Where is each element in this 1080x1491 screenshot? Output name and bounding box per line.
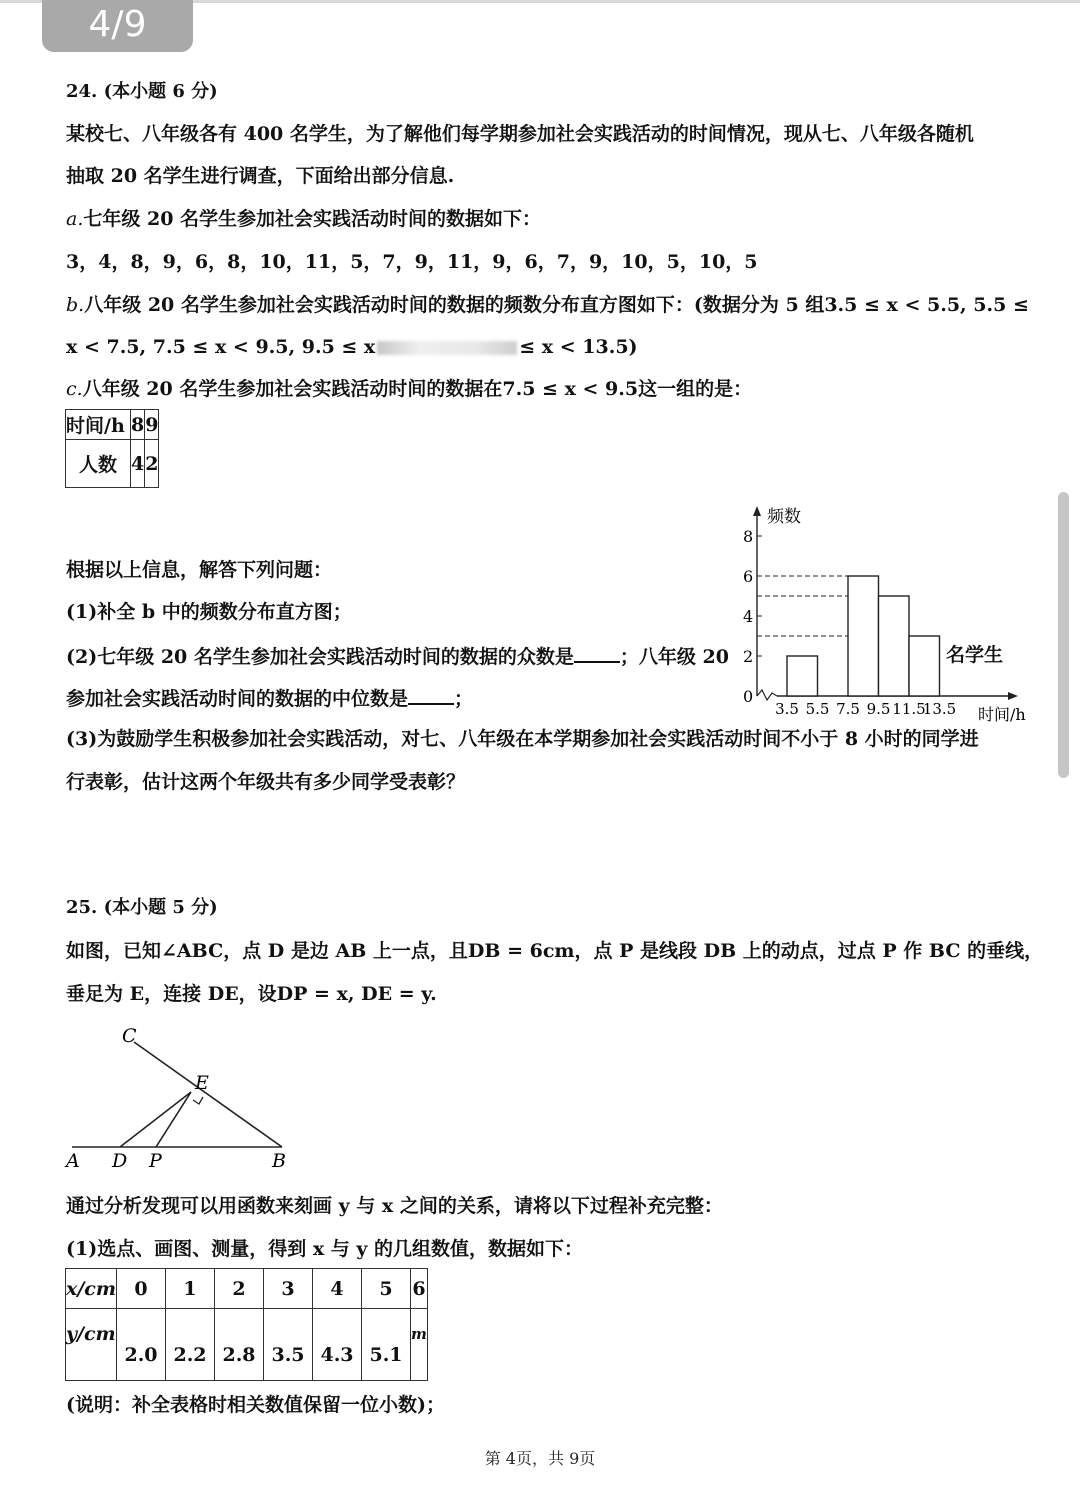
q25-line2: 垂足为 E，连接 DE，设DP = x, DE = y. <box>66 983 437 1005</box>
q24-b-line <box>66 293 1029 317</box>
x-tick-label: 13.5 <box>922 700 957 718</box>
q24-intro-line2: 抽取 20 名学生进行调查，下面给出部分信息. <box>66 165 455 187</box>
x-tick-label: 9.5 <box>866 700 891 718</box>
histogram-bar <box>909 636 940 696</box>
q24-q3-line1: (3)为鼓励学生积极参加社会实践活动，对七、八年级在本学期参加社会实践活动时间不小于 8 小时的同学进 <box>66 728 979 750</box>
q25-step1: (1)选点、画图、测量，得到 x 与 y 的几组数值，数据如下： <box>66 1238 584 1260</box>
x-cell: 1 <box>166 1269 215 1309</box>
q25-line1: 如图，已知∠ABC，点 D 是边 AB 上一点，且DB = 6cm，点 P 是线段 DB 上的动点，过点 P 作 BC 的垂线， <box>66 940 1044 962</box>
y-cell: 2.2 <box>166 1309 215 1381</box>
q25-data-table <box>65 1268 428 1381</box>
x-axis-label: 时间/h <box>978 705 1026 724</box>
q24-a-data: 3，4，8，9，6，8，10，11，5，7，9，11，9，6，7，9，10，5，10，5 <box>66 251 758 273</box>
histogram-bar <box>848 576 879 696</box>
x-cell: 0 <box>117 1269 166 1309</box>
label-e: E <box>195 1072 209 1094</box>
answer-blank-mode[interactable] <box>574 643 620 663</box>
x-tick-label: 11.5 <box>892 700 926 718</box>
x-cell: 4 <box>313 1269 362 1309</box>
page-footer: 第 4页，共 9页 <box>484 1449 596 1468</box>
q24-q2-part2: ；八年级 20 <box>619 646 729 668</box>
answer-blank-median[interactable] <box>408 685 454 705</box>
y-tick-label: 4 <box>743 607 754 626</box>
q24-questions-intro: 根据以上信息，解答下列问题： <box>66 559 333 581</box>
histogram-bar <box>787 656 818 696</box>
y-header: y/cm <box>66 1309 117 1381</box>
page-indicator: 4/9 <box>42 0 193 52</box>
q24-a-label: a. <box>66 208 84 230</box>
label-p: P <box>149 1150 162 1172</box>
x-tick-label: 7.5 <box>836 700 860 718</box>
y-tick-label: 0 <box>743 687 754 706</box>
label-d: D <box>112 1150 128 1172</box>
c-table-row-v2: 2 <box>145 440 159 488</box>
y-tick-label: 2 <box>743 647 754 666</box>
q24-c-label: c. <box>66 378 83 400</box>
y-cell-m: m <box>411 1309 428 1381</box>
q24-q2-line1 <box>66 643 729 669</box>
blurred-region <box>377 341 517 355</box>
c-table-row-label: 人数 <box>66 440 131 488</box>
y-axis-label: 频数 <box>767 507 801 527</box>
q25-analysis: 通过分析发现可以用函数来刻画 y 与 x 之间的关系，请将以下过程补充完整： <box>66 1195 723 1217</box>
q25-header: 25. (本小题 5 分) <box>66 897 218 918</box>
y-cell: 4.3 <box>313 1309 362 1381</box>
label-c: C <box>122 1025 137 1047</box>
table-row-y <box>66 1309 428 1381</box>
scrollbar-thumb[interactable] <box>1058 492 1069 778</box>
x-tick-label: 5.5 <box>805 700 830 718</box>
q24-b-line2-start: x < 7.5, 7.5 ≤ x < 9.5, 9.5 ≤ x <box>66 336 376 358</box>
q24-q2-part3: 名学生 <box>946 644 1004 666</box>
q24-b-text: 八年级 20 名学生参加社会实践活动时间的数据的频数分布直方图如下：(数据分为 5 组3.5 ≤ x < 5.5, 5.5 ≤ <box>84 294 1029 316</box>
c-table-header-label: 时间/h <box>66 410 131 440</box>
q24-q2-line2-text: 参加社会实践活动时间的数据的中位数是 <box>66 688 409 710</box>
label-a: A <box>66 1150 80 1172</box>
q24-c-table <box>65 409 159 488</box>
label-b: B <box>272 1150 286 1172</box>
q24-q3-line2: 行表彰，估计这两个年级共有多少同学受表彰？ <box>66 771 466 793</box>
y-tick-label: 8 <box>743 527 754 546</box>
q24-b-label: b. <box>66 294 85 316</box>
c-table-header-v2: 9 <box>145 410 159 440</box>
x-cell: 3 <box>264 1269 313 1309</box>
histogram-chart <box>730 498 1050 730</box>
q24-header: 24. (本小题 6 分) <box>66 81 218 102</box>
y-cell: 2.8 <box>215 1309 264 1381</box>
x-tick-label: 3.5 <box>775 700 799 718</box>
geometry-figure <box>60 1020 300 1180</box>
q24-intro-line1: 某校七、八年级各有 400 名学生，为了解他们每学期参加社会实践活动的时间情况，现从七、八年级各随机 <box>66 123 974 145</box>
q24-a-text: 七年级 20 名学生参加社会实践活动时间的数据如下： <box>83 208 542 230</box>
q24-b-line2 <box>66 335 638 359</box>
x-axis-arrow <box>1008 692 1018 700</box>
x-cell: 2 <box>215 1269 264 1309</box>
q24-a-line <box>66 207 541 231</box>
x-cell: 5 <box>362 1269 411 1309</box>
q24-q2-line2 <box>66 685 473 711</box>
q24-q2-part1: (2)七年级 20 名学生参加社会实践活动时间的数据的众数是 <box>66 646 574 668</box>
table-row-x <box>66 1269 428 1309</box>
x-cell: 6 <box>411 1269 428 1309</box>
y-axis-arrow <box>753 506 761 516</box>
q24-b-line2-end: ≤ x < 13.5) <box>519 336 638 358</box>
c-table-header-v1: 8 <box>131 410 145 440</box>
y-cell: 2.0 <box>117 1309 166 1381</box>
y-cell: 3.5 <box>264 1309 313 1381</box>
q24-c-text: 八年级 20 名学生参加社会实践活动时间的数据在7.5 ≤ x < 9.5这一组的是： <box>82 378 753 400</box>
q25-note: (说明：补全表格时相关数值保留一位小数)； <box>66 1394 445 1416</box>
y-cell: 5.1 <box>362 1309 411 1381</box>
q24-c-line <box>66 377 752 401</box>
y-tick-label: 6 <box>743 567 754 586</box>
x-header: x/cm <box>66 1269 117 1309</box>
x-axis-break <box>757 690 777 700</box>
c-table-row-v1: 4 <box>131 440 145 488</box>
histogram-bar <box>879 596 910 696</box>
q24-q1: (1)补全 b 中的频数分布直方图； <box>66 601 352 623</box>
q24-q2-line2-end: ； <box>454 688 474 710</box>
